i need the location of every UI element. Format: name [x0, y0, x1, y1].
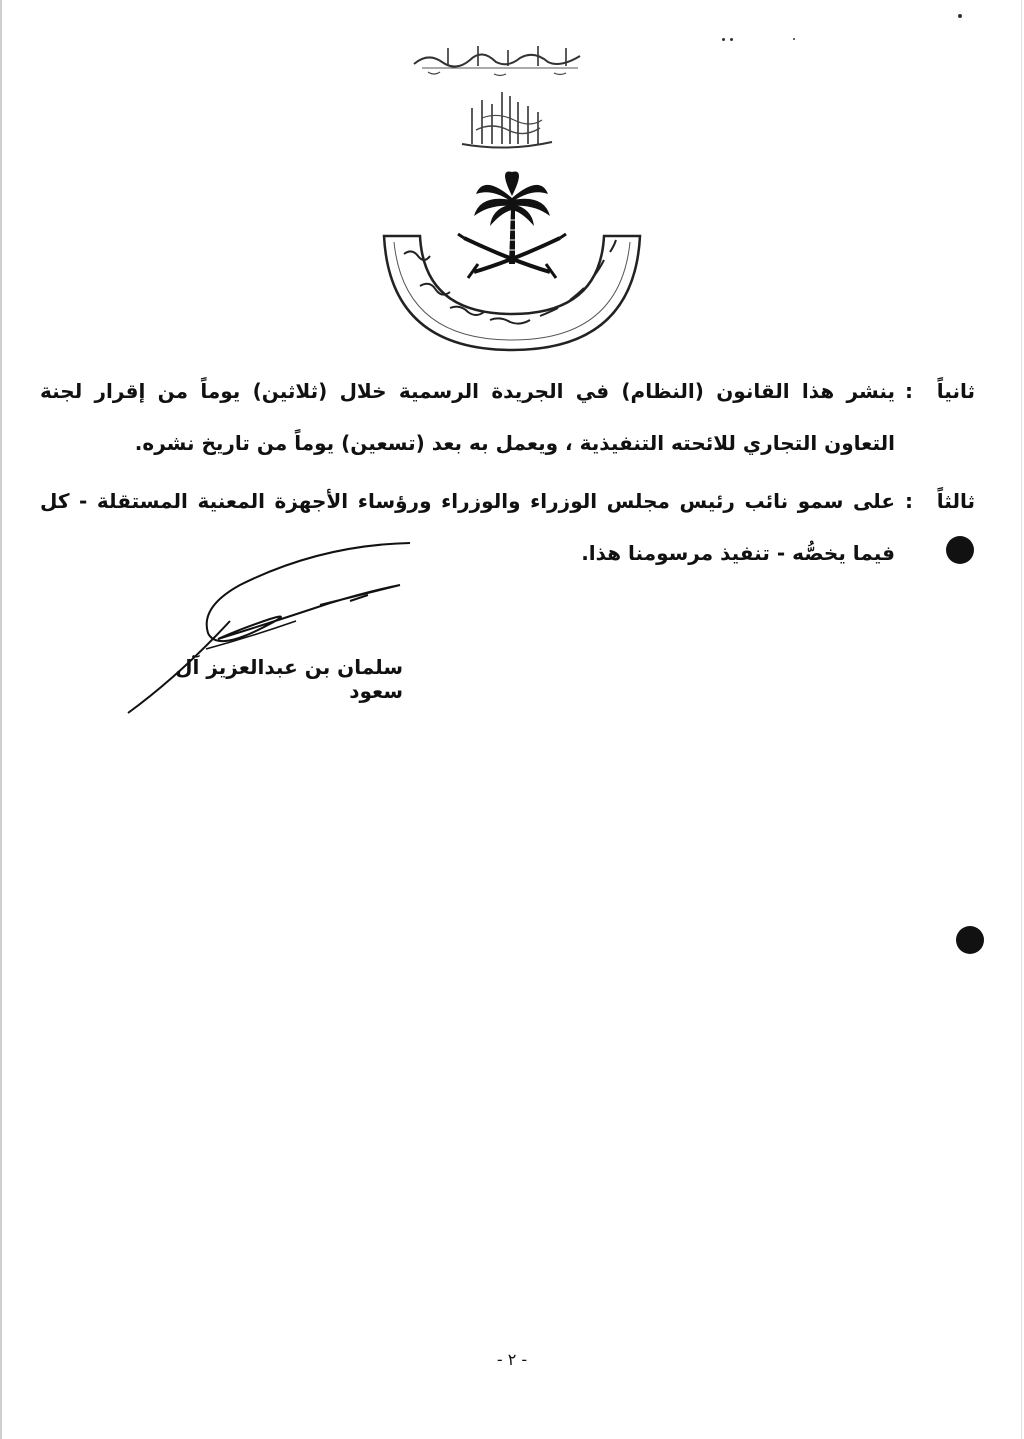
- clause-text: ينشر هذا القانون (النظام) في الجريدة الرسمية خلال (ثلاثين) يوماً من إقرار لجنة التعاون التجاري للائحته التنفيذية ، ويعمل به بعد (تسعين) يوماً من تاريخ نشره.: [40, 379, 895, 455]
- scan-edge-right: [1021, 0, 1022, 1439]
- page-number: - ٢ -: [496, 1350, 528, 1369]
- clause-label: ثانياً: [936, 379, 975, 403]
- scan-edge-left: [0, 0, 2, 1439]
- basmala-calligraphy: [408, 38, 588, 78]
- shahada-calligraphy: [452, 86, 562, 156]
- clause-text: على سمو نائب رئيس مجلس الوزراء والوزراء ورؤساء الأجهزة المعنية المستقلة - كل فيما يخصُّه - تنفيذ مرسومنا هذا.: [40, 489, 895, 565]
- punch-hole-mark: [946, 536, 974, 564]
- scan-speck: [958, 14, 962, 18]
- clause-second: [40, 365, 975, 469]
- punch-hole-mark: [956, 926, 984, 954]
- clause-label: ثالثاً: [936, 489, 975, 513]
- scan-speck: [722, 38, 725, 41]
- scan-speck: [730, 38, 733, 41]
- saudi-emblem: [380, 168, 644, 352]
- signer-name: سلمان بن عبدالعزيز آل سعود: [175, 655, 403, 703]
- clause-separator: :: [905, 379, 913, 403]
- clause-separator: :: [905, 489, 913, 513]
- scan-speck: [793, 38, 795, 40]
